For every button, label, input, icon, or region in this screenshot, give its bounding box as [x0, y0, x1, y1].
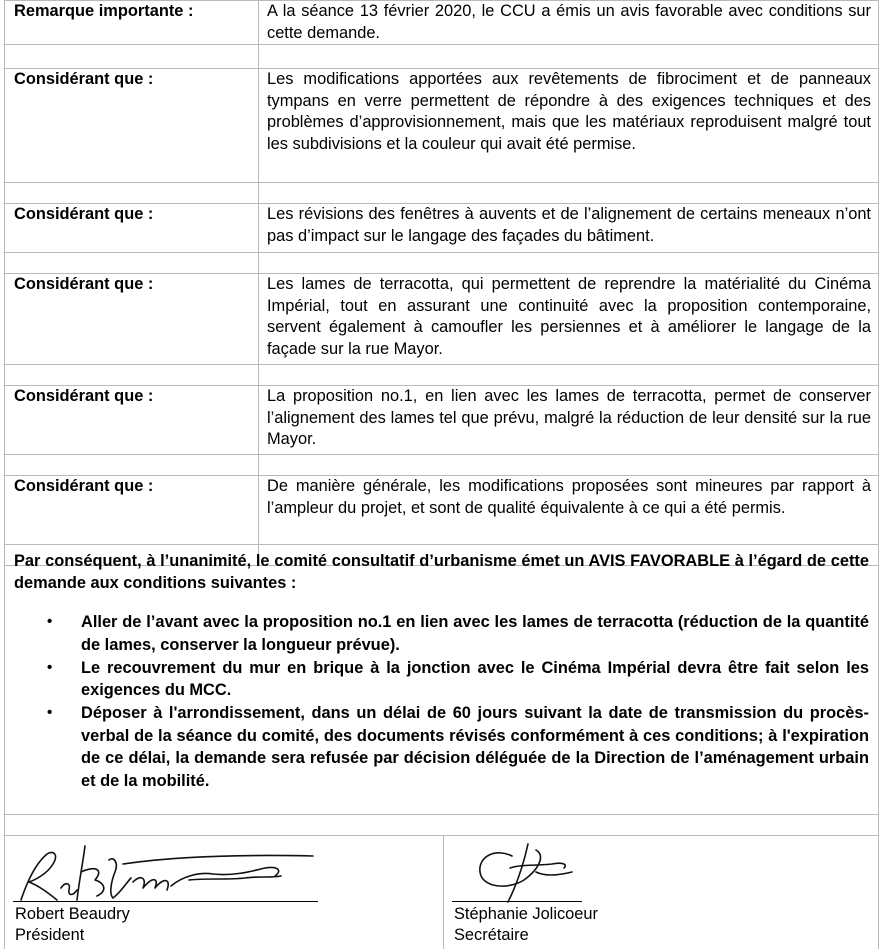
- signature-block-secretary: [452, 836, 832, 949]
- signature-area: [4, 836, 879, 949]
- signer-name: Stéphanie Jolicoeur: [454, 905, 598, 923]
- condition-text: Déposer à l'arrondissement, dans un délai de 60 jours suivant la date de transmission du procès-verbal de la séance du comité, des documents révisés conformément à ces conditions; à l'expiration de ce délai, la demande sera refusée par décision déléguée de la Direction de l’aménagement urbain et de la mobilité.: [81, 704, 869, 790]
- spacer-row: [5, 365, 879, 386]
- conditions-list: [5, 611, 869, 792]
- bullet-icon: •: [47, 704, 53, 721]
- signer-role: Président: [15, 926, 85, 944]
- row-label: Considérant que :: [5, 274, 259, 365]
- signature-divider: [443, 836, 444, 949]
- row-label: Considérant que :: [5, 204, 259, 253]
- signer-role: Secrétaire: [454, 926, 529, 944]
- row-label: Considérant que :: [5, 69, 259, 183]
- spacer-row: [5, 183, 879, 204]
- considerations-table: [4, 0, 879, 566]
- table-row: [5, 274, 879, 365]
- signer-name: Robert Beaudry: [15, 905, 130, 923]
- spacer-row: [5, 455, 879, 476]
- row-text: De manière générale, les modifications proposées sont mineures par rapport à l’ampleur du projet, et sont de qualité équivalente à ce qui a été permis.: [259, 476, 879, 545]
- signature-line: [452, 901, 582, 902]
- bullet-icon: •: [47, 658, 53, 676]
- condition-text: Le recouvrement du mur en brique à la jonction avec le Cinéma Impérial devra être fait selon les exigences du MCC.: [81, 658, 869, 699]
- spacer-row: [5, 45, 879, 69]
- row-text: A la séance 13 février 2020, le CCU a émis un avis favorable avec conditions sur cette demande.: [259, 1, 879, 45]
- row-text: Les lames de terracotta, qui permettent de reprendre la matérialité du Cinéma Impérial, tout en assurant une continuité avec la proposition contemporaine, servent également à camoufler les persiennes et à améliorer le langage de la façade sur la rue Mayor.: [259, 274, 879, 365]
- bullet-icon: •: [47, 613, 53, 630]
- condition-text: Aller de l’avant avec la proposition no.1 en lien avec les lames de terracotta (réduction de la quantité de lames, conserver la longueur prévue).: [81, 613, 869, 654]
- row-label: Considérant que :: [5, 386, 259, 455]
- table-row: [5, 476, 879, 545]
- conclusion-intro: Par conséquent, à l’unanimité, le comité consultatif d’urbanisme émet un AVIS FAVORABLE à l’égard de cette demande aux conditions suivantes :: [14, 552, 869, 592]
- signature-graphic: [452, 842, 592, 904]
- signature-graphic: [13, 842, 333, 904]
- row-label: Considérant que :: [5, 476, 259, 545]
- table-row: [5, 204, 879, 253]
- signature-block-president: [13, 836, 393, 949]
- row-text: Les modifications apportées aux revêtements de fibrociment et de panneaux tympans en verre permettent de répondre à des exigences techniques et des problèmes d’approvisionnement, mais que les matériaux reproduisent malgré tout les subdivisions et la couleur qui avait été permise.: [259, 69, 879, 183]
- signature-line: [13, 901, 318, 902]
- row-text: Les révisions des fenêtres à auvents et de l’alignement de certains meneaux n’ont pas d’impact sur le langage des façades du bâtiment.: [259, 204, 879, 253]
- list-item: [5, 611, 869, 656]
- spacer-row: [4, 815, 879, 836]
- table-row: [5, 386, 879, 455]
- row-text: La proposition no.1, en lien avec les lames de terracotta, permet de conserver l’alignement des lames tel que prévu, malgré la réduction de leur densité sur la rue Mayor.: [259, 386, 879, 455]
- table-row: [5, 1, 879, 45]
- conclusion-section: [4, 546, 879, 815]
- list-item: [5, 702, 869, 792]
- list-item: [5, 657, 869, 702]
- spacer-row: [5, 253, 879, 274]
- row-label: Remarque importante :: [5, 1, 259, 45]
- table-row: [5, 69, 879, 183]
